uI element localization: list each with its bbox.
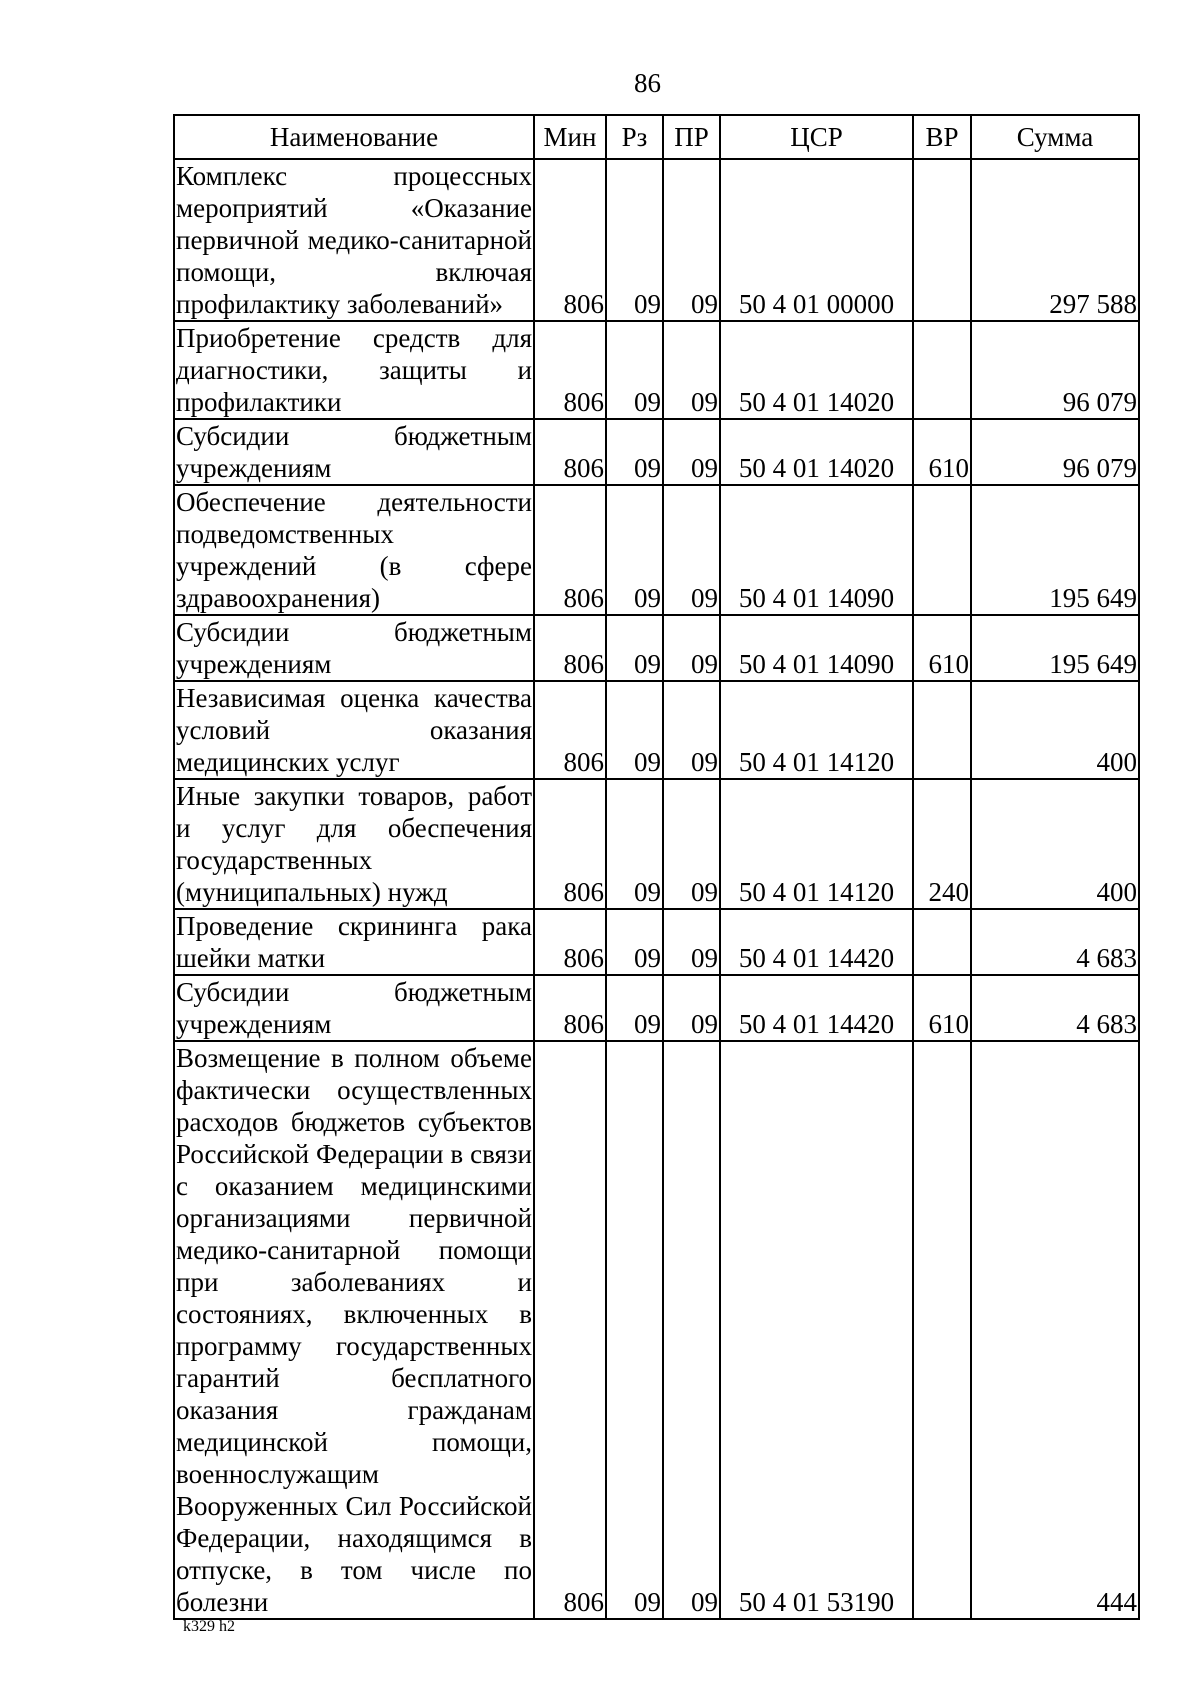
cell-rz: 09 [606, 321, 663, 419]
cell-min: 806 [534, 975, 606, 1041]
header-vr: ВР [913, 115, 971, 159]
cell-sum: 96 079 [971, 321, 1139, 419]
cell-name: Иные закупки товаров, работ и услуг для обеспечения государственных (муниципальных) нужд [176, 781, 532, 907]
table-row [174, 485, 1139, 615]
cell-pr: 09 [663, 159, 720, 321]
cell-min: 806 [534, 419, 606, 485]
cell-vr: 610 [913, 615, 971, 681]
cell-sum: 400 [971, 681, 1139, 779]
cell-name: Комплекс процессных мероприятий «Оказание первичной медико-санитарной помощи, включая профилактику заболеваний» [176, 161, 532, 319]
cell-name: Приобретение средств для диагностики, защиты и профилактики [176, 323, 532, 417]
table-row [174, 615, 1139, 681]
cell-sum: 4 683 [971, 975, 1139, 1041]
cell-csr: 50 4 01 14020 [720, 419, 913, 485]
cell-csr: 50 4 01 14090 [720, 615, 913, 681]
cell-sum: 297 588 [971, 159, 1139, 321]
cell-csr: 50 4 01 14420 [720, 975, 913, 1041]
cell-name: Субсидии бюджетным учреждениям [176, 617, 532, 679]
cell-name: Субсидии бюджетным учреждениям [176, 977, 532, 1039]
cell-csr: 50 4 01 14120 [720, 681, 913, 779]
cell-vr [913, 909, 971, 975]
cell-vr [913, 1041, 971, 1619]
cell-name: Проведение скрининга рака шейки матки [176, 911, 532, 973]
cell-rz: 09 [606, 1041, 663, 1619]
cell-pr: 09 [663, 779, 720, 909]
cell-min: 806 [534, 909, 606, 975]
table-row [174, 681, 1139, 779]
cell-pr: 09 [663, 485, 720, 615]
cell-sum: 96 079 [971, 419, 1139, 485]
header-name: Наименование [174, 115, 534, 159]
cell-rz: 09 [606, 159, 663, 321]
budget-table [173, 114, 1140, 1620]
cell-rz: 09 [606, 419, 663, 485]
document-code: k329 h2 [183, 1618, 235, 1635]
table-row [174, 1041, 1139, 1619]
page-number: 86 [634, 68, 661, 98]
cell-sum: 195 649 [971, 485, 1139, 615]
cell-pr: 09 [663, 615, 720, 681]
cell-min: 806 [534, 159, 606, 321]
cell-vr: 610 [913, 975, 971, 1041]
cell-csr: 50 4 01 14020 [720, 321, 913, 419]
cell-csr: 50 4 01 14420 [720, 909, 913, 975]
cell-pr: 09 [663, 321, 720, 419]
cell-min: 806 [534, 779, 606, 909]
cell-name: Обеспечение деятельности подведомственных учреждений (в сфере здравоохранения) [176, 487, 532, 613]
cell-name: Субсидии бюджетным учреждениям [176, 421, 532, 483]
cell-min: 806 [534, 681, 606, 779]
cell-name: Возмещение в полном объеме фактически осуществленных расходов бюджетов субъектов Российской Федерации в связи с оказанием медицинскими организациями первичной медико-санитарной помощи при заболеваниях и состояниях, включенных в программу государственных гарантий бесплатного оказания гражданам медицинской помощи, военнослужащим Вооруженных Сил Российской Федерации, находящимся в отпуске, в том числе по болезни [176, 1043, 532, 1617]
cell-min: 806 [534, 321, 606, 419]
header-csr: ЦСР [720, 115, 913, 159]
cell-pr: 09 [663, 975, 720, 1041]
table-row [174, 159, 1139, 321]
cell-min: 806 [534, 615, 606, 681]
cell-vr [913, 681, 971, 779]
cell-rz: 09 [606, 681, 663, 779]
cell-csr: 50 4 01 00000 [720, 159, 913, 321]
table-row [174, 975, 1139, 1041]
cell-vr [913, 159, 971, 321]
cell-vr: 240 [913, 779, 971, 909]
cell-rz: 09 [606, 779, 663, 909]
cell-pr: 09 [663, 681, 720, 779]
header-pr: ПР [663, 115, 720, 159]
header-min: Мин [534, 115, 606, 159]
header-sum: Сумма [971, 115, 1139, 159]
cell-rz: 09 [606, 615, 663, 681]
header-rz: Рз [606, 115, 663, 159]
cell-vr [913, 485, 971, 615]
cell-sum: 400 [971, 779, 1139, 909]
table-row [174, 419, 1139, 485]
table-row [174, 779, 1139, 909]
cell-rz: 09 [606, 485, 663, 615]
cell-min: 806 [534, 1041, 606, 1619]
table-row [174, 909, 1139, 975]
cell-rz: 09 [606, 909, 663, 975]
cell-vr: 610 [913, 419, 971, 485]
cell-csr: 50 4 01 14120 [720, 779, 913, 909]
cell-rz: 09 [606, 975, 663, 1041]
cell-pr: 09 [663, 1041, 720, 1619]
table-header-row [174, 115, 1139, 159]
cell-pr: 09 [663, 909, 720, 975]
cell-sum: 444 [971, 1041, 1139, 1619]
cell-sum: 195 649 [971, 615, 1139, 681]
cell-csr: 50 4 01 53190 [720, 1041, 913, 1619]
cell-vr [913, 321, 971, 419]
cell-min: 806 [534, 485, 606, 615]
table-row [174, 321, 1139, 419]
cell-name: Независимая оценка качества условий оказания медицинских услуг [176, 683, 532, 777]
cell-pr: 09 [663, 419, 720, 485]
cell-csr: 50 4 01 14090 [720, 485, 913, 615]
cell-sum: 4 683 [971, 909, 1139, 975]
